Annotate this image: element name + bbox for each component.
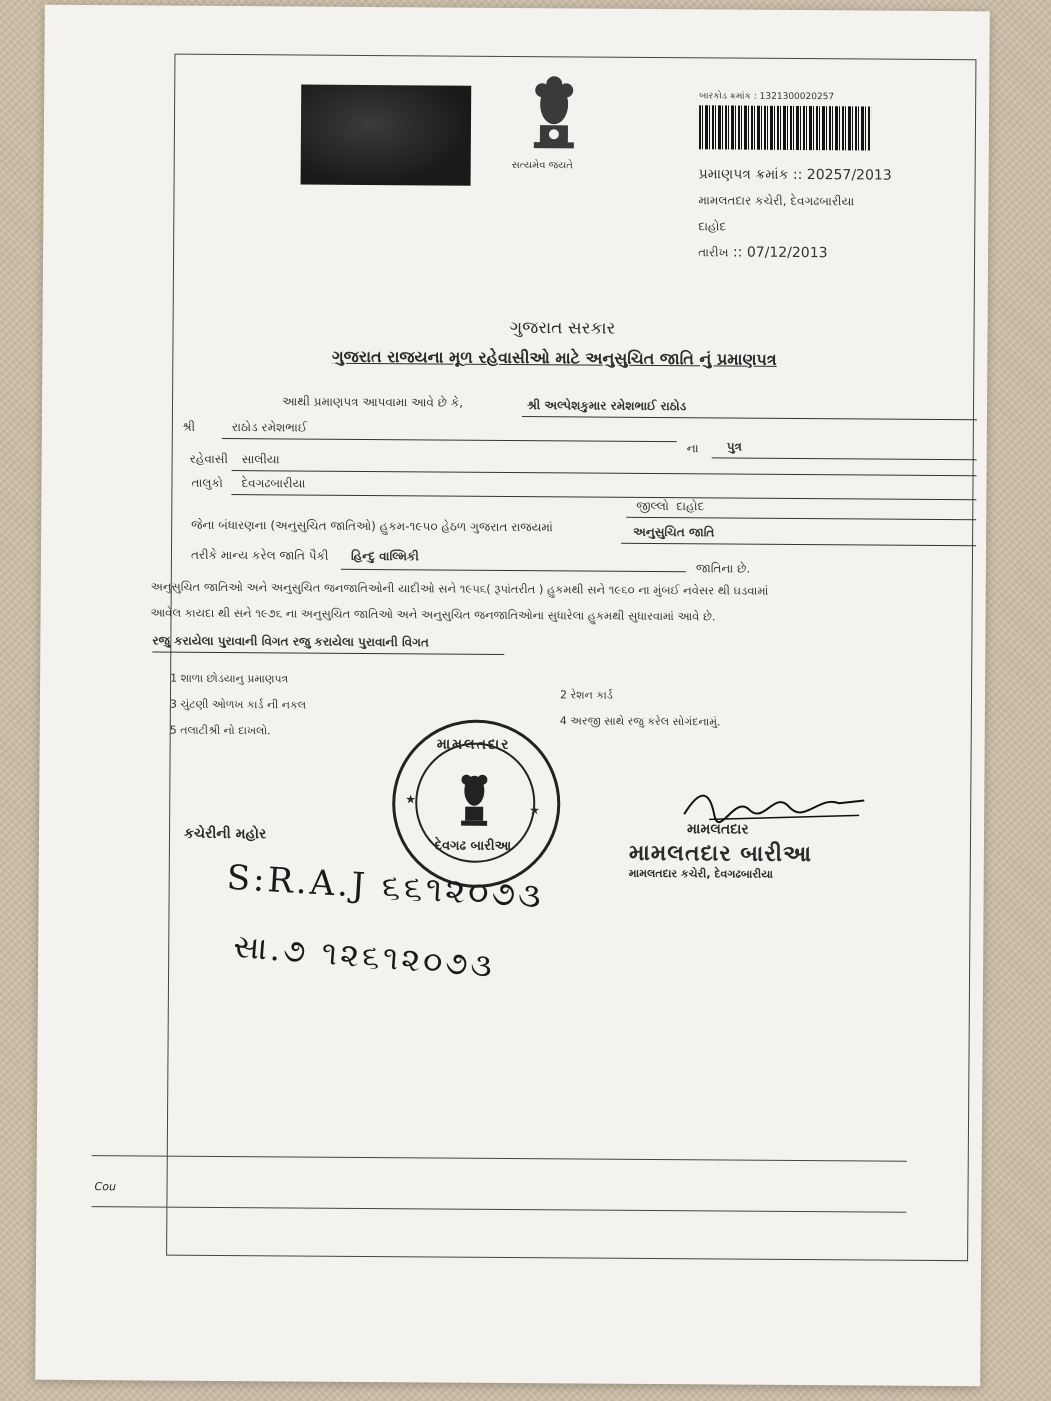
footer-box: [91, 1155, 906, 1213]
taluka-value: દેવગઢબારીયા: [241, 476, 306, 491]
evidence-heading: રજુ કરાયેલા પુરાવાની વિગત રજુ કરાયેલા પુરાવાની વિગત: [152, 633, 429, 650]
certificate-date: [698, 244, 828, 261]
applicant-photo: [301, 85, 472, 186]
district-value: દાહોદ: [676, 499, 705, 514]
paragraph-line-2: આવેલ કાયદા થી સને ૧૯૭૬ ના અનુસુચિત જાતિઓ અને અનુસુચિત જનજાતિઓના સુધારેલા હુકમથી સુધારવામાં આવે છે.: [150, 605, 716, 624]
resident-value: સાલીયા: [241, 452, 280, 467]
date-label: તારીખ: [698, 245, 729, 260]
footer-cut-text: Cou: [94, 1180, 116, 1194]
barcode-label: બારકોડ ક્રમાંક : 1321300020257: [699, 91, 835, 103]
caste-suffix: જાતિના છે.: [695, 561, 751, 576]
shri-label: શ્રી: [181, 419, 196, 434]
mamlatdar-round-seal: [392, 719, 561, 888]
barcode: [699, 105, 871, 150]
evidence-item-5: 5 તલાટીશ્રી નો દાખલો.: [169, 723, 271, 738]
ashoka-emblem-icon: [514, 70, 595, 161]
handwritten-note-1: S:R.A.J ૬૬૧૨૦૭૩: [225, 857, 545, 917]
relation-value: પુત્ર: [726, 439, 742, 454]
evidence-item-3: 3 ચુંટણી ઓળખ કાર્ડ ની નકલ: [169, 697, 307, 712]
office-line: મામલતદાર કચેરી, દેવગઢબારીયા: [698, 193, 855, 209]
caste-value: હિન્દુ વાલ્મિકી: [350, 548, 419, 564]
seal-bottom-text: દેવગઢ બારીઆ: [434, 838, 512, 854]
order-text: જેના બંધારણના (અનુસુચિત જાતિઓ) હુકમ-૧૯૫૦ હેઠળ ગુજરાત રાજયમાં: [191, 517, 553, 535]
intro-text: આથી પ્રમાણપત્ર આપવામા આવે છે કે,: [281, 394, 464, 410]
district-line: દાહોદ: [698, 219, 727, 234]
category-value: અનુસુચિત જાતિ: [633, 524, 715, 540]
seal-top-text: મામલતદાર: [436, 736, 511, 753]
certificate-number: [699, 166, 892, 183]
resident-label: રહેવાસી: [189, 451, 229, 467]
evidence-item-4: 4 અરજી સાથે રજુ કરેલ સોગંદનામું.: [559, 714, 721, 729]
certificate-number-value: :: 20257/2013: [792, 166, 892, 184]
handwritten-note-2: સા.૭ ૧૨૬૧૨૦૭૩: [232, 926, 497, 985]
office-seal-label: કચેરીની મહોર: [183, 825, 267, 843]
recognised-label: તરીકે માન્ય કરેલ જાતિ પૈકી: [190, 547, 329, 563]
certificate-title: ગુજરાત રાજયના મૂળ રહેવાસીઓ માટે અનુસુચિત જાતિ નું પ્રમાણપત્ર: [331, 346, 777, 369]
outer-border: [166, 54, 976, 1262]
date-value: :: 07/12/2013: [732, 244, 828, 262]
signatory-title: મામલતદાર: [687, 821, 749, 838]
father-name: રાઠોડ રમેશભાઈ: [231, 420, 308, 435]
certificate-number-label: પ્રમાણપત્ર ક્રમાંક: [698, 166, 789, 183]
seal-star-icon: ★: [405, 792, 417, 807]
taluka-label: તાલુકો: [191, 475, 223, 490]
signatory-stamp: મામલતદાર બારીઆ: [628, 840, 813, 868]
na-label: ના: [686, 441, 699, 456]
emblem-motto: સત્યમેવ જયતે: [511, 159, 573, 172]
seal-star-icon: ★: [529, 803, 541, 818]
seal-emblem-icon: [450, 765, 498, 835]
evidence-item-2: 2 રેશન કાર્ડ: [559, 688, 613, 702]
district-label: જીલ્લો: [636, 498, 669, 514]
certificate-paper: [35, 5, 990, 1387]
evidence-item-1: 1 શાળા છોડયાનુ પ્રમાણપત્ર: [170, 671, 289, 686]
government-heading: ગુજરાત સરકાર: [509, 317, 616, 339]
signatory-office: મામલતદાર કચેરી, દેવગઢબારીયા: [628, 866, 773, 881]
paragraph-line-1: અનુસુચિત જાતિઓ અને અનુસુચિત જનજાતિઓની યાદીઓ સને ૧૯૫૬( રૂપાંતરીત ) હુકમથી સને ૧૯૬૦ ના મુંબઈ નવેસર થી ઘડવામાં: [150, 579, 769, 598]
applicant-name: શ્રી અલ્પેશકુમાર રમેશભાઈ રાઠોડ: [526, 398, 687, 414]
